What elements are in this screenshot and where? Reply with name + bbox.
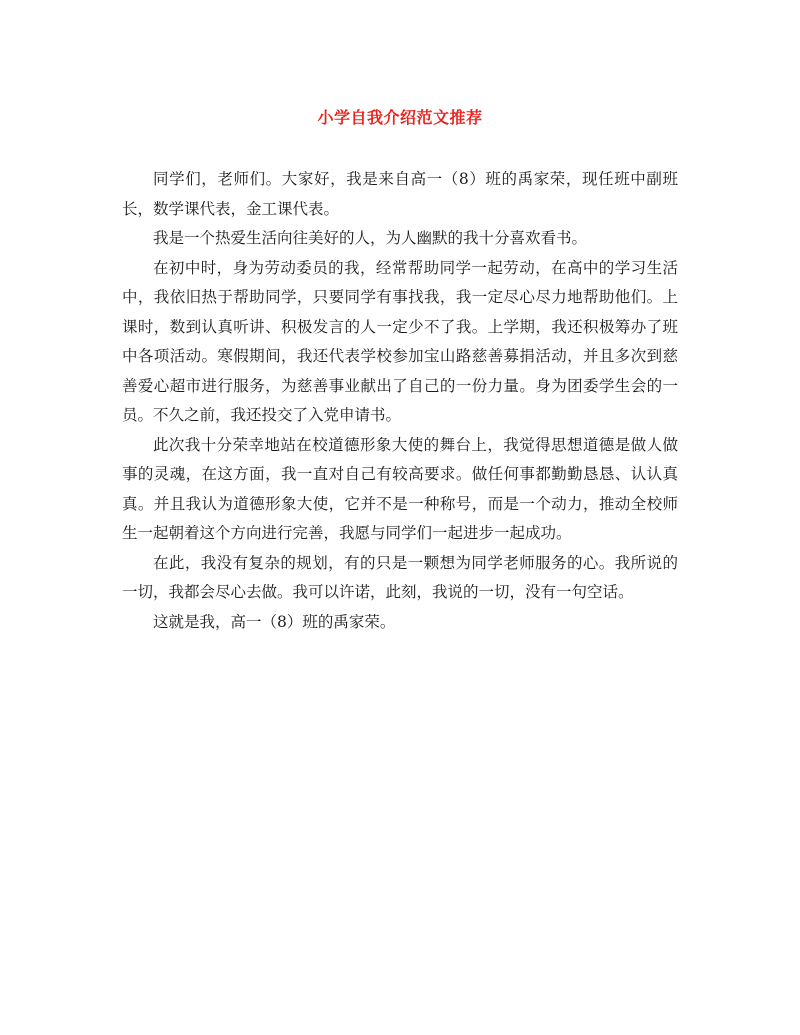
paragraph-1: 同学们，老师们。大家好，我是来自高一（8）班的禹家荣，现任班中副班长，数学课代表，金工课代表。 — [122, 170, 678, 218]
paragraph-2: 我是一个热爱生活向往美好的人，为人幽默的我十分喜欢看书。 — [153, 229, 588, 247]
paragraph-6: 这就是我，高一（8）班的禹家荣。 — [153, 612, 396, 631]
paragraph-5: 在此，我没有复杂的规划，有的只是一颗想为同学老师服务的心。我所说的一切，我都会尽心去做。我可以许诺，此刻，我说的一切，没有一句空话。 — [122, 553, 678, 601]
paragraph-4: 此次我十分荣幸地站在校道德形象大使的舞台上，我觉得思想道德是做人做事的灵魂，在这方面，我一直对自己有较高要求。做任何事都勤勤恳恳、认认真真。并且我认为道德形象大使，它并不是一种称号，而是一个动力，推动全校师生一起朝着这个方向进行完善，我愿与同学们一起进步一起成功。 — [122, 435, 678, 542]
document-title: 小学自我介绍范文推荐 — [317, 108, 483, 127]
paragraph-3: 在初中时，身为劳动委员的我，经常帮助同学一起劳动，在高中的学习生活中，我依旧热于帮助同学，只要同学有事找我，我一定尽心尽力地帮助他们。上课时，数到认真听讲、积极发言的人一定少不了我。上学期，我还积极筹办了班中各项活动。寒假期间，我还代表学校参加宝山路慈善募捐活动，并且多次到慈善爱心超市进行服务，为慈善事业献出了自己的一份力量。身为团委学生会的一员。不久之前，我还投交了入党申请书。 — [122, 258, 678, 424]
document-body — [122, 165, 678, 637]
